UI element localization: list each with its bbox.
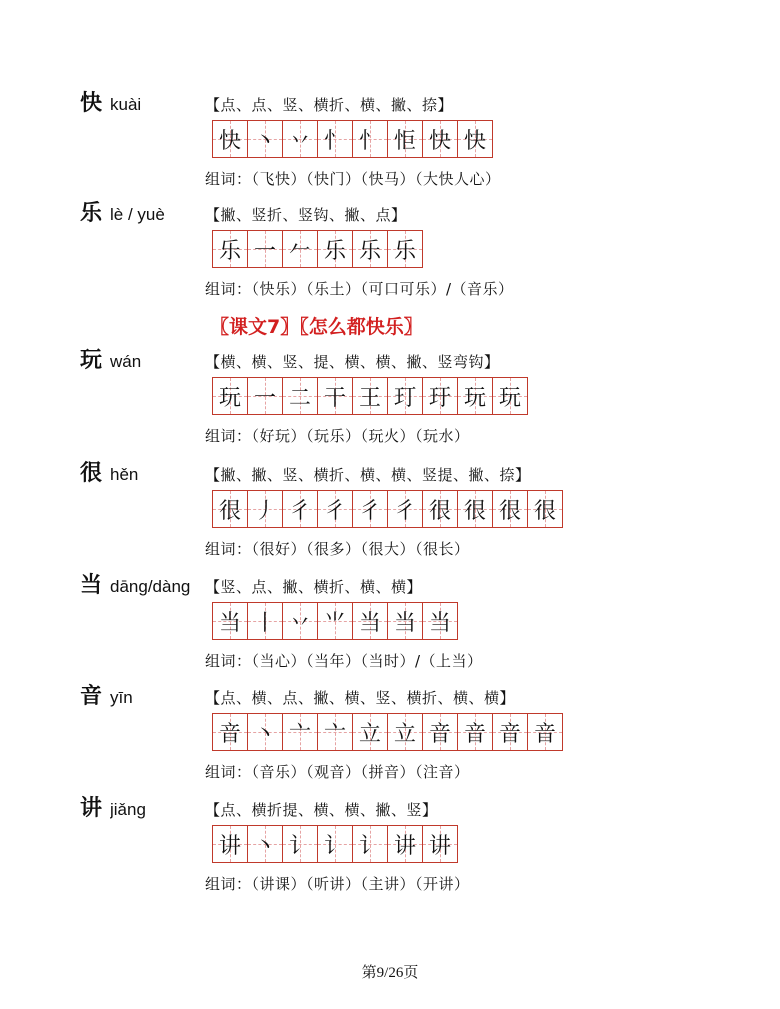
stroke-grid — [212, 377, 528, 415]
grid-cell: 一 — [248, 378, 283, 414]
word-examples: 组词：（音乐）（观音）（拼音）（注音） — [205, 763, 470, 781]
lesson-section-title: 〖课文7〗〖怎么都快乐〗 — [210, 316, 423, 338]
grid-cell: 丨 — [248, 603, 283, 639]
grid-cell: 当 — [423, 603, 457, 639]
grid-cell: 丿 — [248, 491, 283, 527]
pinyin: hěn — [110, 465, 139, 484]
word-examples: 组词：（快乐）（乐土）（可口可乐）/（音乐） — [205, 280, 514, 298]
grid-cell: 讠 — [283, 826, 318, 862]
grid-cell: 当 — [353, 603, 388, 639]
grid-cell: 𠂉 — [283, 231, 318, 267]
stroke-order-text: 【竖、点、撇、横折、横、横】 — [205, 578, 423, 596]
grid-cell: 音 — [213, 714, 248, 750]
stroke-order-text: 【撇、撇、竖、横折、横、横、竖提、撇、捺】 — [205, 466, 531, 484]
hanzi: 音 — [80, 684, 103, 709]
grid-cell: 音 — [458, 714, 493, 750]
grid-cell: ⺌ — [318, 603, 353, 639]
stroke-grid — [212, 230, 423, 268]
grid-cell: 当 — [388, 603, 423, 639]
stroke-order-text: 【点、横、点、撇、横、竖、横折、横、横】 — [205, 689, 516, 707]
hanzi: 讲 — [80, 796, 103, 821]
grid-cell: 讠 — [353, 826, 388, 862]
word-examples: 组词：（当心）（当年）（当时）/（上当） — [205, 652, 483, 670]
grid-cell: 一 — [248, 231, 283, 267]
stroke-grid — [212, 602, 458, 640]
grid-cell: 音 — [423, 714, 458, 750]
grid-cell: 快 — [213, 121, 248, 157]
stroke-grid — [212, 825, 458, 863]
grid-cell: 王 — [353, 378, 388, 414]
pinyin: jiǎng — [110, 800, 146, 819]
grid-cell: 亠 — [318, 714, 353, 750]
word-examples: 组词：（很好）（很多）（很大）（很长） — [205, 540, 470, 558]
word-examples: 组词：（飞快）（快门）（快马）（大快人心） — [205, 170, 501, 188]
pinyin: yīn — [110, 688, 133, 707]
stroke-order-text: 【横、横、竖、提、横、横、撇、竖弯钩】 — [205, 353, 500, 371]
stroke-order-text: 【点、点、竖、横折、横、撇、捺】 — [205, 96, 454, 114]
grid-cell: 乐 — [388, 231, 422, 267]
grid-cell: 快 — [423, 121, 458, 157]
grid-cell: 丶 — [248, 826, 283, 862]
grid-cell: 忄 — [318, 121, 353, 157]
pinyin: lè / yuè — [110, 205, 165, 224]
grid-cell: 丷 — [283, 603, 318, 639]
stroke-grid — [212, 713, 563, 751]
stroke-grid — [212, 490, 563, 528]
grid-cell: 乐 — [353, 231, 388, 267]
grid-cell: 玩 — [493, 378, 527, 414]
grid-cell: 彳 — [388, 491, 423, 527]
stroke-order-text: 【撇、竖折、竖钩、撇、点】 — [205, 206, 407, 224]
grid-cell: 讠 — [318, 826, 353, 862]
stroke-order-text: 【点、横折提、横、横、撇、竖】 — [205, 801, 438, 819]
grid-cell: 快 — [458, 121, 492, 157]
grid-cell: 当 — [213, 603, 248, 639]
grid-cell: 讲 — [423, 826, 457, 862]
hanzi: 当 — [80, 573, 103, 598]
word-examples: 组词：（好玩）（玩乐）（玩火）（玩水） — [205, 427, 470, 445]
grid-cell: 乐 — [213, 231, 248, 267]
grid-cell: 丷 — [283, 121, 318, 157]
grid-cell: 很 — [423, 491, 458, 527]
grid-cell: 很 — [458, 491, 493, 527]
grid-cell: 立 — [388, 714, 423, 750]
grid-cell: 亠 — [283, 714, 318, 750]
grid-cell: 玎 — [388, 378, 423, 414]
grid-cell: 很 — [213, 491, 248, 527]
grid-cell: 玩 — [458, 378, 493, 414]
grid-cell: 讲 — [213, 826, 248, 862]
grid-cell: 二 — [283, 378, 318, 414]
grid-cell: 丶 — [248, 121, 283, 157]
grid-cell: 讲 — [388, 826, 423, 862]
grid-cell: 乐 — [318, 231, 353, 267]
grid-cell: 很 — [528, 491, 562, 527]
pinyin: kuài — [110, 95, 142, 114]
hanzi: 快 — [80, 91, 103, 116]
hanzi: 玩 — [80, 348, 103, 373]
grid-cell: 丶 — [248, 714, 283, 750]
grid-cell: 玗 — [423, 378, 458, 414]
grid-cell: 干 — [318, 378, 353, 414]
pinyin: dāng/dàng — [110, 577, 191, 596]
stroke-grid — [212, 120, 493, 158]
page-number: 第9/26页 — [361, 965, 419, 981]
pinyin: wán — [110, 352, 142, 371]
grid-cell: 音 — [493, 714, 528, 750]
grid-cell: 彳 — [353, 491, 388, 527]
grid-cell: 怇 — [388, 121, 423, 157]
grid-cell: 彳 — [283, 491, 318, 527]
word-examples: 组词：（讲课）（听讲）（主讲）（开讲） — [205, 875, 470, 893]
grid-cell: 忄 — [353, 121, 388, 157]
grid-cell: 玩 — [213, 378, 248, 414]
grid-cell: 很 — [493, 491, 528, 527]
grid-cell: 立 — [353, 714, 388, 750]
hanzi: 很 — [80, 461, 103, 486]
hanzi: 乐 — [80, 201, 103, 226]
grid-cell: 彳 — [318, 491, 353, 527]
grid-cell: 音 — [528, 714, 562, 750]
